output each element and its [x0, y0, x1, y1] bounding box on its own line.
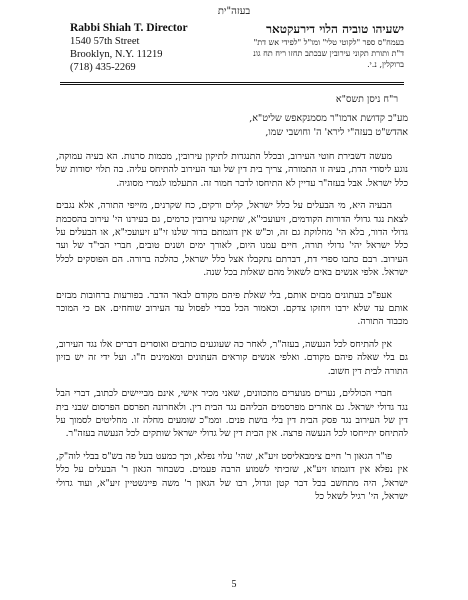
letterhead-phone: (718) 435-2269	[70, 62, 136, 73]
body-paragraph: פו"ר הגאון ר' חיים צימבאליסט זיע"א, שהי' עלוי נפלא, וכך כמעט בעל פה בש"ס בבלי לוה"ק, אין נפלא אין דוגמתו זיע"א, שזכיתי לשמוע הרבה פעמים. כשבחור הגאון ר' הבעלים על כלל ישראל, היה מתחשב בכל דבר קטן וגדול, רבו של הגאון ר' משה פיינשטיין זיע"א, ועוד גדולי ישראל, הי' רגיל לשאל כל	[56, 450, 408, 502]
body-paragraph: אין להתיחס לכל הנעשה, בעזה"ר, לאחר כה שעוגעים כותבים ואוסרים דברים אלו נגד העירוב, גם בלי שאלה פיהם מקודם. ואלפי אנשים קוראים העתונים ומאמינים ח"ו. ועל ידי זה יש בזיון התורה לבית דין חשוב.	[56, 338, 408, 377]
body-paragraph: מעשה דשבירת חוטי העירוב, ובכלל התנגדות לתיקון עירובין, מכמות סרנות. הא בעיה עמוקה, נוגע ליסודי הדת, בעיה זו התמורה, צריך בית דין של ועד העירוב להתיחס עליה. בה תלוי יסודות של כלל ישראל. אבל בעזה"ר עדיין לא התיחסו לדבר חמור זה. התעלמו לגמרי מסוגיה.	[56, 151, 408, 189]
letterhead-name: Rabbi Shiah T. Director	[70, 22, 188, 34]
greeting-line-2: אהדש"ט בעזה"י לירא' ה' וחושבי שמו,	[265, 127, 408, 138]
letterhead-hebrew-line2: ד"ת ותורת תקוני עירובין שבכתב תחזו ריח תח גונ	[253, 49, 404, 58]
letter-date: ר"ח ניסן תשס"א	[335, 94, 398, 105]
body-paragraph: אעפ"כ בעתונים מבזים אותם, בלי שאלת פיהם מקודם לבאר הדבר. בפורעות ברחובות מבזים אותם עד שלא ירבו ויחזקו צדקם. וכאמור הכל בכדי לפסול עד העירוב שוחחים. אם כי המוכר מכבוד התורה.	[56, 289, 408, 328]
letterhead-hebrew-line3: ברוקלין, נ.י.	[367, 60, 404, 69]
letterhead-hebrew	[174, 22, 404, 70]
top-mark: בעזה"ית	[217, 6, 251, 17]
greeting-line-1: מע"כ קדושת אדמו"ר מסמנקאפש שליט"א,	[249, 113, 408, 124]
letterhead-city: Brooklyn, N.Y. 11219	[70, 49, 163, 60]
letter-greeting	[58, 112, 408, 140]
letterhead-divider	[60, 82, 404, 83]
body-paragraph: חברי הכוללים, נערים מנוערים מתכוונים, שאני מכיר אישי, אינם מבייישים לכתוב, דברי הבל נגד גדולי ישראל. גם אחרים מפרסמים הבליהם נגד הבית דין. ולאחרונה תפרסם הפרסום שבני בית דין של העירוב נגד פסק הבית דין בלי בושת פנים. וממ"כ שומעים מחלה זו. מחליטים לסמוך על להתיחס יתייחסו לכל הנעשה פרצה. אין הבית דין של גדולי ישראל שותקים לכל הנעשה בעזה"ר.	[56, 388, 408, 440]
letter-body	[56, 150, 408, 512]
body-paragraph: הבעיה היא, מי הבעלים על כלל ישראל, קלים ורקים, כח שקרנים, מזייפי התורה, אלא נגבים לצאת נגד גדולי הדורות הקודמים, זיעועכי"א, שתיקנו עירובין כרמים, גם בעירנו הי' עירוב בהסכמת גדולי הדור, בלא הי' מחלוקת גם זה, וכ"ש אין דוגמתם בדור שלנו זי"ע זיעועכי"א, או הבעלים על כלל ישראל יהי' גדולי תורה, חיים עמנו היום, לאורך ימים ושנים טובים, חברי הבי"ד של ועד העירוב. רבם כתבו ספרי דת, דברתם נתקבלו אצל כלל ישראל, כהלכה ברורה. הם הפוסקים לכלל ישראל. אלפי אנשים באים לשאול מהם שאלות בכל שנה.	[56, 200, 408, 279]
letterhead-divider-second	[60, 84, 404, 85]
page-number: 5	[231, 579, 237, 590]
letterhead-hebrew-line1: בעמח"ס ספר "לקוטי טלי" ומו"ל "לפידי אש דת"	[253, 38, 404, 47]
letterhead-hebrew-title: ישעיהו טוביה הלוי דירעקטאר	[266, 22, 404, 36]
letterhead-street: 1540 57th Street	[70, 36, 140, 47]
